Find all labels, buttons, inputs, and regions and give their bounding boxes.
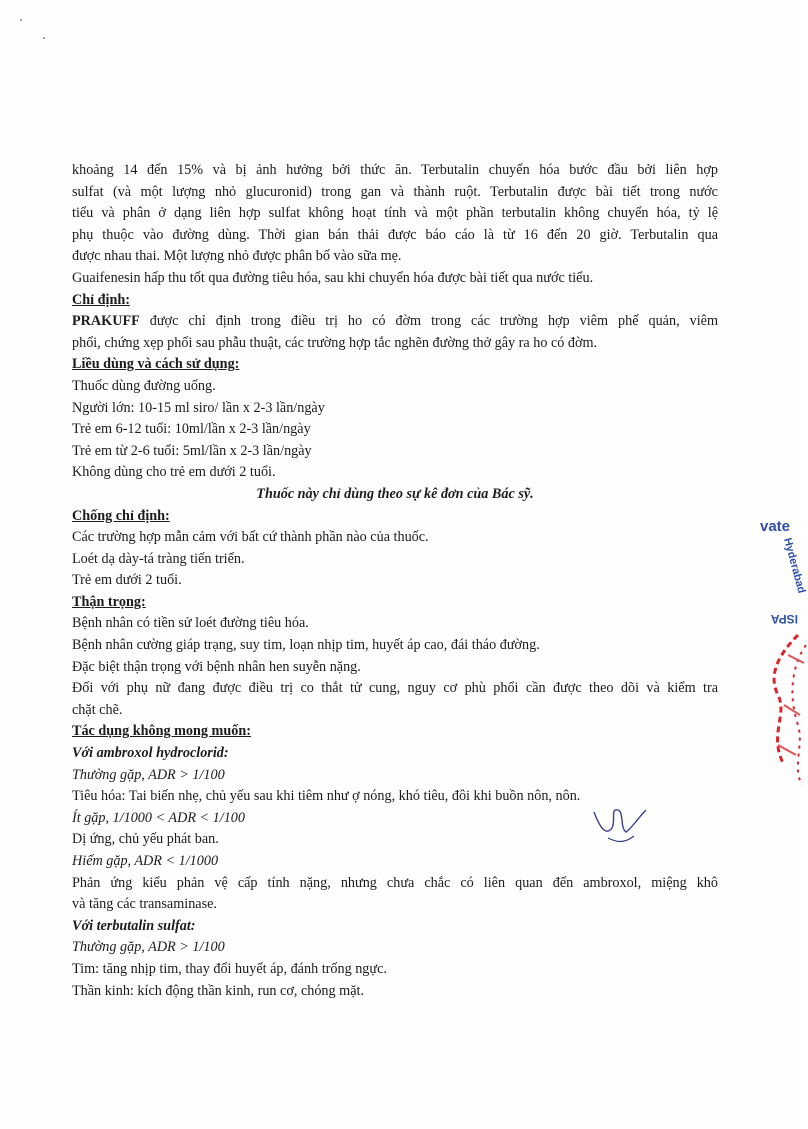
stamp-text-line3: ISPA	[770, 612, 798, 626]
body-line: và tăng các transaminase.	[72, 896, 217, 913]
section-heading-side-effects: Tác dụng không mong muốn:	[72, 723, 251, 740]
frequency-label: Thường gặp, ADR > 1/100	[72, 766, 225, 783]
body-line: Bệnh nhân cường giáp trạng, suy tim, loạn nhịp tim, huyết áp cao, đái tháo đường.	[72, 637, 540, 654]
body-line: Thần kinh: kích động thần kinh, run cơ, chóng mặt.	[72, 982, 364, 999]
body-line: Phản ứng kiểu phản vệ cấp tính nặng, nhưng chưa chắc có liên quan đến ambroxol, miệng khô	[72, 874, 718, 891]
body-line: Loét dạ dày-tá tràng tiến triển.	[72, 550, 245, 567]
body-line	[72, 311, 718, 333]
section-heading-dosage: Liều dùng và cách sử dụng:	[72, 356, 240, 373]
document-body	[72, 160, 718, 1002]
body-line: khoảng 14 đến 15% và bị ảnh hưởng bởi thức ăn. Terbutalin chuyển hóa bước đầu bởi liên hợp	[72, 162, 718, 178]
body-line: Trẻ em dưới 2 tuổi.	[72, 572, 182, 589]
section-heading-contraindications: Chống chỉ định:	[72, 507, 170, 524]
scan-speck	[20, 19, 22, 21]
body-line: Đối với phụ nữ đang được điều trị co thắt tử cung, nguy cơ phù phổi cần được theo dõi và kiểm tra	[72, 680, 718, 697]
brand-name: PRAKUFF	[72, 313, 140, 330]
body-line: Tim: tăng nhịp tim, thay đổi huyết áp, đánh trống ngực.	[72, 960, 387, 977]
body-line: phụ thuộc vào đường dùng. Thời gian bán thải được báo cáo là từ 16 đến 20 giờ. Terbutalin qua	[72, 226, 718, 243]
body-line: được nhau thai. Một lượng nhỏ được phân bố vào sữa mẹ.	[72, 248, 402, 265]
prescription-notice: Thuốc này chỉ dùng theo sự kê đơn của Bác sỹ.	[256, 485, 534, 502]
body-line: Không dùng cho trẻ em dưới 2 tuổi.	[72, 464, 276, 481]
signature-mark	[590, 798, 650, 848]
body-line: chặt chẽ.	[72, 701, 123, 718]
body-line: Tiêu hóa: Tai biến nhẹ, chủ yếu sau khi tiêm như ợ nóng, khó tiêu, đôi khi buồn nôn, nôn.	[72, 788, 581, 805]
body-line: Dị ứng, chủ yếu phát ban.	[72, 831, 219, 848]
body-line: sulfat (và một lượng nhỏ glucuronid) trong gan và thành ruột. Terbutalin được bài tiết trong nước	[72, 183, 718, 200]
subheading-terbutalin: Với terbutalin sulfat:	[72, 917, 196, 934]
body-line: tiểu và phân ở dạng liên hợp sulfat không hoạt tính và một phần terbutalin không chuyển hóa, tỷ lệ	[72, 205, 718, 222]
body-line: Guaifenesin hấp thu tốt qua đường tiêu hóa, sau khi chuyển hóa được bài tiết qua nước tiểu.	[72, 269, 594, 286]
frequency-label: Thường gặp, ADR > 1/100	[72, 939, 225, 956]
body-line: Người lớn: 10-15 ml siro/ lần x 2-3 lần/ngày	[72, 399, 325, 416]
body-line: Bệnh nhân có tiền sử loét đường tiêu hóa.	[72, 615, 309, 632]
body-line: Các trường hợp mẫn cảm với bất cứ thành phần nào của thuốc.	[72, 529, 429, 546]
scan-speck	[43, 37, 45, 39]
section-heading-precautions: Thận trọng:	[72, 593, 146, 610]
body-text: được chỉ định trong điều trị ho có đờm trong các trường hợp viêm phế quản, viêm	[139, 313, 718, 330]
frequency-label: Ít gặp, 1/1000 < ADR < 1/100	[72, 809, 245, 826]
body-line: Thuốc dùng đường uống.	[72, 377, 216, 394]
frequency-label: Hiếm gặp, ADR < 1/1000	[72, 853, 219, 869]
body-line: Đặc biệt thận trọng với bệnh nhân hen suyễn nặng.	[72, 658, 361, 675]
subheading-ambroxol: Với ambroxol hydroclorid:	[72, 745, 229, 762]
company-stamp	[748, 505, 808, 795]
stamp-text-line1: vate	[760, 518, 791, 535]
body-line: phổi, chứng xẹp phổi sau phẫu thuật, các trường hợp tắc nghẽn đường thở gây ra ho có đờm.	[72, 334, 598, 351]
body-line: Trẻ em từ 2-6 tuổi: 5ml/lần x 2-3 lần/ngày	[72, 442, 312, 459]
stamp-text-line2: Hyderabad	[781, 536, 808, 595]
section-heading-indications: Chỉ định:	[72, 291, 130, 308]
body-line: Trẻ em 6-12 tuổi: 10ml/lần x 2-3 lần/ngày	[72, 421, 311, 438]
